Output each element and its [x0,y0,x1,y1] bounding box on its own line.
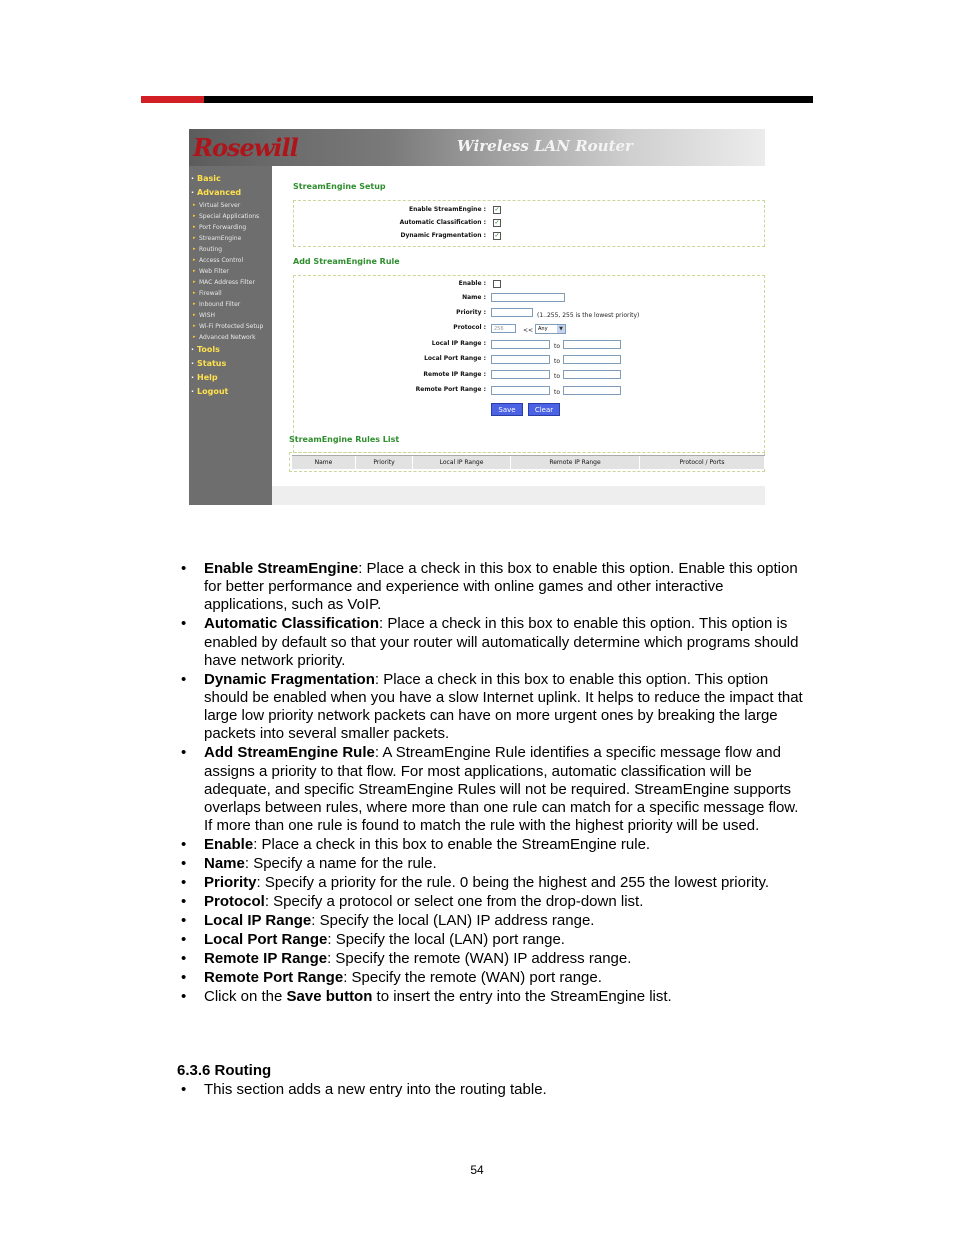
bullet-text: : Place a check in this box to enable this option. Enable this option for better performance and experience with online games and other interactive applications, such as VoIP. [204,560,798,614]
rule-protocol-label: Protocol : [453,324,486,331]
list-item [180,560,810,615]
description-list [180,560,810,1007]
bullet-text: Click on the [204,988,287,1006]
col-local-ip-range: Local IP Range [413,456,511,469]
list-item [180,988,810,1006]
local-port-to: to [554,358,561,365]
nav-streamengine[interactable]: ▸ StreamEngine [189,233,272,244]
sidebar-nav [189,172,272,399]
nav-routing[interactable]: ▸ Routing [189,244,272,255]
list-item [180,893,810,911]
page-number: 54 [470,1163,484,1177]
bullet-term: Enable StreamEngine [204,560,359,577]
bullet-text: : Specify a priority for the rule. 0 being the highest and 255 the lowest priority. [256,874,770,892]
list-item [180,912,810,930]
dynamic-fragmentation-label: Dynamic Fragmentation : [400,232,486,239]
list-item [180,950,810,968]
dynamic-fragmentation-checkbox[interactable]: ✓ [494,232,500,239]
clear-button[interactable]: Clear [528,403,560,416]
nav-access-control[interactable]: ▸ Access Control [189,255,272,266]
router-screenshot [189,129,765,505]
nav-inbound-filter[interactable]: ▸ Inbound Filter [189,299,272,310]
rosewill-logo: Rosewill [193,133,298,162]
rule-enable-checkbox[interactable] [493,280,501,288]
bullet-term: Dynamic Fragmentation [204,670,375,688]
list-item: • This section adds a new entry into the routing table. [180,1081,810,1099]
nav-mac-address-filter[interactable]: ▸ MAC Address Filter [189,277,272,288]
bullet-term: Automatic Classification [204,615,380,633]
remote-ip-start-input[interactable] [491,370,550,379]
protocol-select-value: Any [538,326,548,332]
nav-web-filter[interactable]: ▸ Web Filter [189,266,272,277]
nav-advanced-network[interactable]: ▸ Advanced Network [189,332,272,343]
nav-port-forwarding[interactable]: ▸ Port Forwarding [189,222,272,233]
router-content [272,166,765,505]
rule-priority-label: Priority : [456,309,486,316]
nav-logout[interactable]: · Logout [189,385,272,399]
nav-wish[interactable]: ▸ WISH [189,310,272,321]
list-item [180,836,810,854]
priority-hint: (1..255, 255 is the lowest priority) [537,312,640,319]
sidebar [189,166,272,505]
rule-priority-input[interactable] [491,308,533,317]
protocol-select[interactable] [535,324,566,334]
bullet-term: Enable [204,836,254,854]
chevron-down-icon: ▼ [557,325,565,333]
rules-list-header [292,455,765,469]
remote-ip-end-input[interactable] [563,370,621,379]
list-item [180,671,810,744]
bullet-term: Priority [204,874,257,892]
list-item [180,744,810,835]
nav-tools[interactable]: · Tools [189,343,272,357]
local-port-end-input[interactable] [563,355,621,364]
router-banner [189,129,765,166]
streamengine-setup-title: StreamEngine Setup [293,182,386,191]
bullet-text: : Specify the local (LAN) IP address range. [311,912,595,930]
nav-basic[interactable]: · Basic [189,172,272,186]
bullet-term: Local Port Range [204,931,328,949]
remote-port-end-input[interactable] [563,386,621,395]
bullet-term: Local IP Range [204,912,312,930]
automatic-classification-checkbox[interactable]: ✓ [494,219,500,226]
local-port-range-label: Local Port Range : [424,355,486,362]
bullet-term: Save button [286,988,373,1006]
bullet-term: Name [204,855,245,873]
add-rule-title: Add StreamEngine Rule [293,257,400,266]
list-item [180,615,810,670]
nav-advanced[interactable]: · Advanced [189,186,272,200]
protocol-arrow-button[interactable]: << [523,327,534,334]
remote-port-range-label: Remote Port Range : [415,386,486,393]
remote-ip-range-label: Remote IP Range : [423,371,486,378]
content-bottom-strip [272,486,765,505]
bullet-text: : Specify a name for the rule. [244,855,437,873]
enable-streamengine-label: Enable StreamEngine : [409,206,486,213]
remote-port-to: to [554,389,561,396]
bullet-text: : Place a check in this box to enable the StreamEngine rule. [253,836,651,854]
bullet-text: : A StreamEngine Rule identifies a specific message flow and assigns a priority to that flow. For most applications, automatic classification will be adequate, and specific StreamEngine Rules will not be required. StreamEngine supports overlaps between rules, where more than one rule can match for a specific message flow. If more than one rule is found to match the rule with the highest priority will be used. [204,744,799,835]
local-ip-start-input[interactable] [491,340,550,349]
list-item [180,855,810,873]
list-item [180,874,810,892]
routing-list [180,1081,810,1099]
col-priority: Priority [356,456,413,469]
bullet-text: : Specify the local (LAN) port range. [327,931,565,949]
rule-name-input[interactable] [491,293,565,302]
bullet-text: : Specify the remote (WAN) port range. [343,969,602,987]
local-ip-range-label: Local IP Range : [431,340,486,347]
nav-special-applications[interactable]: ▸ Special Applications [189,211,272,222]
enable-streamengine-checkbox[interactable]: ✓ [494,206,500,213]
header-bar-red [141,96,204,103]
rule-protocol-input[interactable]: 256 [491,324,516,333]
local-ip-end-input[interactable] [563,340,621,349]
col-protocol-ports: Protocol / Ports [640,456,765,469]
section-heading: 6.3.6 Routing [177,1062,272,1079]
rules-list-title: StreamEngine Rules List [289,435,400,444]
local-port-start-input[interactable] [491,355,550,364]
save-button[interactable]: Save [491,403,523,416]
col-name: Name [292,456,356,469]
nav-wifi-protected-setup[interactable]: ▸ Wi-Fi Protected Setup [189,321,272,332]
automatic-classification-label: Automatic Classification : [399,219,486,226]
bullet-text: : Specify the remote (WAN) IP address range. [327,950,632,968]
header-bar-black [204,96,813,103]
nav-help[interactable]: · Help [189,371,272,385]
nav-firewall[interactable]: ▸ Firewall [189,288,272,299]
local-ip-to: to [554,343,561,350]
bullet-text: : Place a check in this box to enable this option. This option should be enabled when you have a slow Internet uplink. It helps to reduce the impact that large low priority network packets can have on more urgent ones by breaking the large packets into several smaller packets. [204,670,803,743]
list-item [180,969,810,987]
bullet-text: : Specify a protocol or select one from the drop-down list. [264,893,644,911]
rule-name-label: Name : [462,294,486,301]
banner-title: Wireless LAN Router [457,137,633,155]
bullet-term: Protocol [204,893,265,911]
rule-enable-label: Enable : [458,280,486,287]
bullet-text: to insert the entry into the StreamEngine list. [372,988,672,1006]
nav-virtual-server[interactable]: ▸ Virtual Server [189,200,272,211]
bullet-term: Add StreamEngine Rule [204,744,375,762]
bullet-term: Remote IP Range [204,950,328,968]
bullet-text: : Place a check in this box to enable this option. This option is enabled by default so that your router will automatically determine which programs should have network priority. [204,615,799,669]
bullet-term: Remote Port Range [204,969,344,987]
nav-status[interactable]: · Status [189,357,272,371]
remote-port-start-input[interactable] [491,386,550,395]
col-remote-ip-range: Remote IP Range [511,456,640,469]
list-item [180,931,810,949]
remote-ip-to: to [554,373,561,380]
